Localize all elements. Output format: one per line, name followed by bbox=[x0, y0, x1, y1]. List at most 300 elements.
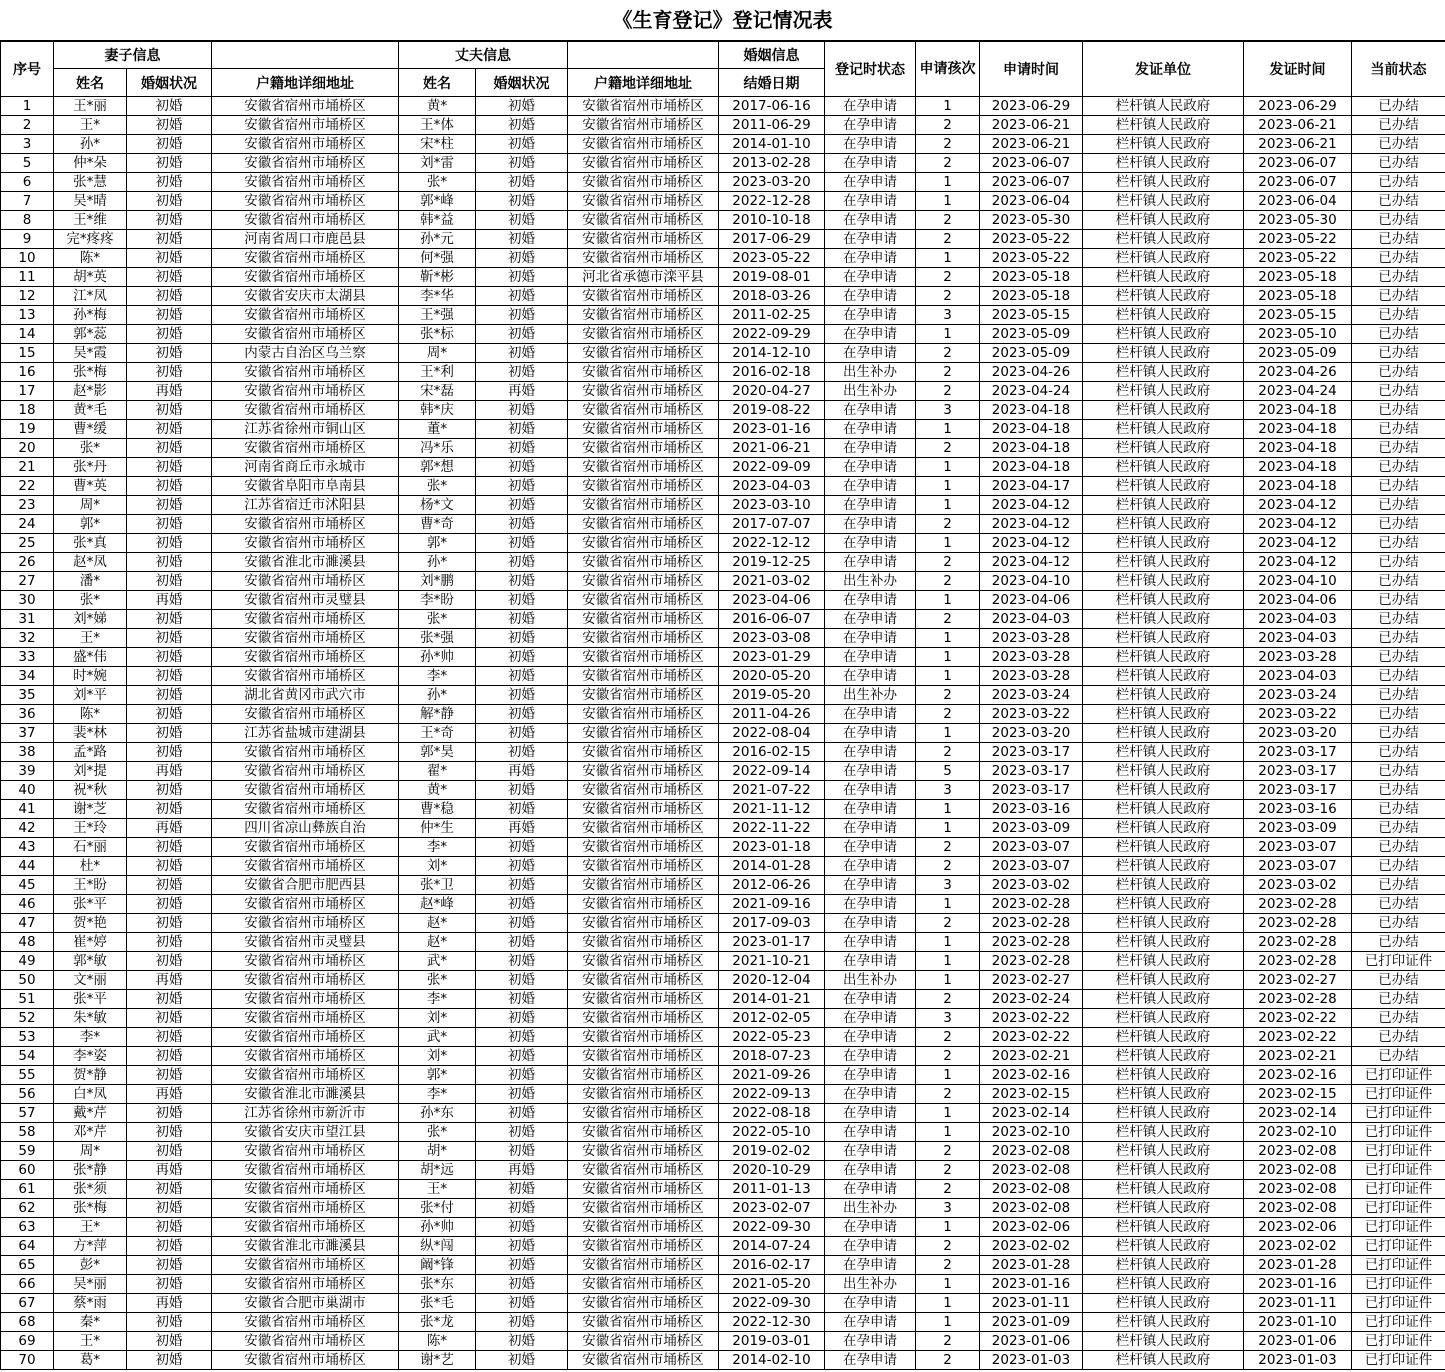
cell-wife-name: 江*凤 bbox=[54, 287, 127, 306]
table-row bbox=[1, 857, 1445, 876]
cell-husband-name: 张*龙 bbox=[399, 1313, 476, 1332]
cell-husband-name: 杨*文 bbox=[399, 496, 476, 515]
cell-index: 17 bbox=[1, 382, 54, 401]
cell-wife-marital-status: 初婚 bbox=[127, 933, 212, 952]
cell-apply-date: 2023-02-15 bbox=[980, 1085, 1083, 1104]
cell-reg-status: 在孕申请 bbox=[825, 648, 916, 667]
cell-issue-date: 2023-03-02 bbox=[1244, 876, 1352, 895]
cell-issuer: 栏杆镇人民政府 bbox=[1083, 287, 1244, 306]
cell-wife-address: 安徽省宿州市埇桥区 bbox=[212, 382, 399, 401]
cell-reg-status: 在孕申请 bbox=[825, 914, 916, 933]
cell-wife-marital-status: 初婚 bbox=[127, 401, 212, 420]
cell-child-order: 1 bbox=[916, 496, 980, 515]
cell-wife-name: 贺*艳 bbox=[54, 914, 127, 933]
cell-reg-status: 在孕申请 bbox=[825, 287, 916, 306]
cell-wife-address: 安徽省宿州市埇桥区 bbox=[212, 306, 399, 325]
cell-index: 40 bbox=[1, 781, 54, 800]
cell-husband-address: 安徽省宿州市埇桥区 bbox=[568, 743, 719, 762]
cell-reg-status: 出生补办 bbox=[825, 363, 916, 382]
cell-apply-date: 2023-05-18 bbox=[980, 268, 1083, 287]
cell-reg-status: 在孕申请 bbox=[825, 534, 916, 553]
header-child-order: 申请孩次 bbox=[916, 42, 980, 97]
cell-husband-marital-status: 初婚 bbox=[476, 116, 568, 135]
cell-current-status: 已办结 bbox=[1352, 477, 1445, 496]
cell-child-order: 2 bbox=[916, 1256, 980, 1275]
table-row bbox=[1, 648, 1445, 667]
cell-issue-date: 2023-02-15 bbox=[1244, 1085, 1352, 1104]
table-row bbox=[1, 876, 1445, 895]
cell-husband-address: 安徽省宿州市埇桥区 bbox=[568, 971, 719, 990]
cell-current-status: 已办结 bbox=[1352, 496, 1445, 515]
cell-wife-marital-status: 初婚 bbox=[127, 515, 212, 534]
table-row bbox=[1, 781, 1445, 800]
cell-wife-marital-status: 初婚 bbox=[127, 1009, 212, 1028]
cell-marriage-date: 2020-04-27 bbox=[719, 382, 825, 401]
cell-wife-marital-status: 初婚 bbox=[127, 629, 212, 648]
header-marriage-info: 婚姻信息 bbox=[719, 42, 825, 69]
cell-index: 38 bbox=[1, 743, 54, 762]
cell-reg-status: 在孕申请 bbox=[825, 477, 916, 496]
table-row bbox=[1, 667, 1445, 686]
table-row bbox=[1, 1104, 1445, 1123]
cell-marriage-date: 2022-08-18 bbox=[719, 1104, 825, 1123]
cell-husband-name: 张* bbox=[399, 477, 476, 496]
cell-marriage-date: 2011-02-25 bbox=[719, 306, 825, 325]
cell-wife-address: 安徽省宿州市埇桥区 bbox=[212, 914, 399, 933]
cell-marriage-date: 2022-09-30 bbox=[719, 1218, 825, 1237]
cell-child-order: 2 bbox=[916, 211, 980, 230]
cell-wife-address: 安徽省宿州市埇桥区 bbox=[212, 192, 399, 211]
cell-apply-date: 2023-01-11 bbox=[980, 1294, 1083, 1313]
cell-wife-address: 安徽省淮北市濉溪县 bbox=[212, 553, 399, 572]
cell-husband-marital-status: 初婚 bbox=[476, 1294, 568, 1313]
cell-husband-address: 安徽省宿州市埇桥区 bbox=[568, 287, 719, 306]
cell-husband-address: 安徽省宿州市埇桥区 bbox=[568, 1085, 719, 1104]
cell-wife-address: 安徽省合肥市巢湖市 bbox=[212, 1294, 399, 1313]
cell-apply-date: 2023-02-22 bbox=[980, 1009, 1083, 1028]
cell-issuer: 栏杆镇人民政府 bbox=[1083, 648, 1244, 667]
cell-marriage-date: 2016-02-17 bbox=[719, 1256, 825, 1275]
cell-issuer: 栏杆镇人民政府 bbox=[1083, 990, 1244, 1009]
cell-reg-status: 在孕申请 bbox=[825, 743, 916, 762]
cell-issuer: 栏杆镇人民政府 bbox=[1083, 439, 1244, 458]
cell-husband-address: 安徽省宿州市埇桥区 bbox=[568, 1047, 719, 1066]
cell-husband-name: 刘* bbox=[399, 1009, 476, 1028]
cell-wife-marital-status: 初婚 bbox=[127, 249, 212, 268]
cell-child-order: 2 bbox=[916, 382, 980, 401]
cell-issuer: 栏杆镇人民政府 bbox=[1083, 743, 1244, 762]
cell-wife-marital-status: 初婚 bbox=[127, 990, 212, 1009]
table-row bbox=[1, 1237, 1445, 1256]
table-row bbox=[1, 287, 1445, 306]
cell-wife-address: 安徽省阜阳市阜南县 bbox=[212, 477, 399, 496]
cell-husband-address: 安徽省宿州市埇桥区 bbox=[568, 420, 719, 439]
cell-child-order: 1 bbox=[916, 192, 980, 211]
cell-husband-name: 张*毛 bbox=[399, 1294, 476, 1313]
header-reg-status: 登记时状态 bbox=[825, 42, 916, 97]
cell-apply-date: 2023-04-12 bbox=[980, 496, 1083, 515]
cell-wife-name: 盛*伟 bbox=[54, 648, 127, 667]
table-row bbox=[1, 762, 1445, 781]
table-row bbox=[1, 1161, 1445, 1180]
cell-current-status: 已办结 bbox=[1352, 344, 1445, 363]
cell-issue-date: 2023-05-10 bbox=[1244, 325, 1352, 344]
cell-husband-name: 黄* bbox=[399, 781, 476, 800]
cell-husband-name: 刘* bbox=[399, 857, 476, 876]
cell-current-status: 已打印证件 bbox=[1352, 1180, 1445, 1199]
cell-wife-marital-status: 初婚 bbox=[127, 1123, 212, 1142]
cell-current-status: 已办结 bbox=[1352, 705, 1445, 724]
cell-index: 62 bbox=[1, 1199, 54, 1218]
header-apply-date: 申请时间 bbox=[980, 42, 1083, 97]
cell-husband-address: 安徽省宿州市埇桥区 bbox=[568, 952, 719, 971]
cell-wife-address: 安徽省宿州市埇桥区 bbox=[212, 515, 399, 534]
cell-current-status: 已打印证件 bbox=[1352, 952, 1445, 971]
cell-husband-name: 陈* bbox=[399, 1332, 476, 1351]
cell-husband-name: 孙* bbox=[399, 553, 476, 572]
cell-husband-address: 安徽省宿州市埇桥区 bbox=[568, 553, 719, 572]
cell-current-status: 已办结 bbox=[1352, 933, 1445, 952]
cell-index: 5 bbox=[1, 154, 54, 173]
cell-index: 18 bbox=[1, 401, 54, 420]
cell-issuer: 栏杆镇人民政府 bbox=[1083, 724, 1244, 743]
cell-marriage-date: 2021-06-21 bbox=[719, 439, 825, 458]
cell-issue-date: 2023-02-02 bbox=[1244, 1237, 1352, 1256]
cell-husband-marital-status: 初婚 bbox=[476, 135, 568, 154]
cell-wife-name: 吴*丽 bbox=[54, 1275, 127, 1294]
cell-wife-name: 张*平 bbox=[54, 990, 127, 1009]
cell-issuer: 栏杆镇人民政府 bbox=[1083, 496, 1244, 515]
cell-husband-address: 安徽省宿州市埇桥区 bbox=[568, 667, 719, 686]
cell-wife-marital-status: 再婚 bbox=[127, 819, 212, 838]
cell-husband-marital-status: 初婚 bbox=[476, 1180, 568, 1199]
cell-husband-address: 河北省承德市滦平县 bbox=[568, 268, 719, 287]
cell-wife-address: 安徽省宿州市埇桥区 bbox=[212, 1066, 399, 1085]
cell-husband-marital-status: 再婚 bbox=[476, 819, 568, 838]
cell-husband-marital-status: 初婚 bbox=[476, 325, 568, 344]
cell-husband-name: 孙* bbox=[399, 686, 476, 705]
header-husband-marital-status: 婚姻状况 bbox=[476, 69, 568, 97]
cell-apply-date: 2023-03-28 bbox=[980, 629, 1083, 648]
cell-wife-name: 赵*凤 bbox=[54, 553, 127, 572]
cell-index: 3 bbox=[1, 135, 54, 154]
cell-wife-address: 安徽省宿州市埇桥区 bbox=[212, 857, 399, 876]
cell-child-order: 2 bbox=[916, 1047, 980, 1066]
cell-husband-name: 韩*益 bbox=[399, 211, 476, 230]
cell-issue-date: 2023-01-11 bbox=[1244, 1294, 1352, 1313]
cell-index: 51 bbox=[1, 990, 54, 1009]
cell-marriage-date: 2011-04-26 bbox=[719, 705, 825, 724]
cell-apply-date: 2023-04-10 bbox=[980, 572, 1083, 591]
table-row bbox=[1, 1142, 1445, 1161]
table-row bbox=[1, 1028, 1445, 1047]
cell-issuer: 栏杆镇人民政府 bbox=[1083, 97, 1244, 116]
cell-index: 43 bbox=[1, 838, 54, 857]
cell-issuer: 栏杆镇人民政府 bbox=[1083, 249, 1244, 268]
cell-apply-date: 2023-04-18 bbox=[980, 439, 1083, 458]
cell-husband-name: 李* bbox=[399, 1085, 476, 1104]
cell-index: 42 bbox=[1, 819, 54, 838]
cell-wife-address: 安徽省宿州市埇桥区 bbox=[212, 1142, 399, 1161]
cell-current-status: 已办结 bbox=[1352, 287, 1445, 306]
cell-issue-date: 2023-03-16 bbox=[1244, 800, 1352, 819]
cell-issuer: 栏杆镇人民政府 bbox=[1083, 154, 1244, 173]
cell-husband-name: 孙*东 bbox=[399, 1104, 476, 1123]
cell-wife-name: 吴*晴 bbox=[54, 192, 127, 211]
cell-reg-status: 在孕申请 bbox=[825, 667, 916, 686]
cell-marriage-date: 2023-01-16 bbox=[719, 420, 825, 439]
cell-current-status: 已办结 bbox=[1352, 629, 1445, 648]
cell-reg-status: 在孕申请 bbox=[825, 1256, 916, 1275]
cell-index: 39 bbox=[1, 762, 54, 781]
cell-reg-status: 出生补办 bbox=[825, 1199, 916, 1218]
cell-current-status: 已办结 bbox=[1352, 211, 1445, 230]
cell-marriage-date: 2014-01-10 bbox=[719, 135, 825, 154]
cell-marriage-date: 2019-03-01 bbox=[719, 1332, 825, 1351]
cell-apply-date: 2023-06-07 bbox=[980, 173, 1083, 192]
cell-index: 45 bbox=[1, 876, 54, 895]
cell-husband-marital-status: 初婚 bbox=[476, 724, 568, 743]
cell-reg-status: 在孕申请 bbox=[825, 306, 916, 325]
cell-wife-name: 王*玲 bbox=[54, 819, 127, 838]
cell-wife-marital-status: 初婚 bbox=[127, 173, 212, 192]
cell-issuer: 栏杆镇人民政府 bbox=[1083, 306, 1244, 325]
cell-husband-address: 安徽省宿州市埇桥区 bbox=[568, 458, 719, 477]
cell-current-status: 已办结 bbox=[1352, 154, 1445, 173]
cell-reg-status: 在孕申请 bbox=[825, 230, 916, 249]
cell-husband-address: 安徽省宿州市埇桥区 bbox=[568, 1237, 719, 1256]
cell-wife-name: 裴*林 bbox=[54, 724, 127, 743]
cell-issuer: 栏杆镇人民政府 bbox=[1083, 610, 1244, 629]
cell-current-status: 已办结 bbox=[1352, 363, 1445, 382]
cell-wife-name: 王* bbox=[54, 629, 127, 648]
cell-issuer: 栏杆镇人民政府 bbox=[1083, 705, 1244, 724]
cell-reg-status: 在孕申请 bbox=[825, 1332, 916, 1351]
cell-husband-marital-status: 初婚 bbox=[476, 1104, 568, 1123]
cell-issue-date: 2023-04-18 bbox=[1244, 439, 1352, 458]
cell-husband-address: 安徽省宿州市埇桥区 bbox=[568, 1218, 719, 1237]
cell-wife-address: 安徽省宿州市埇桥区 bbox=[212, 97, 399, 116]
cell-wife-name: 朱*敏 bbox=[54, 1009, 127, 1028]
cell-current-status: 已办结 bbox=[1352, 192, 1445, 211]
cell-child-order: 3 bbox=[916, 306, 980, 325]
cell-wife-address: 安徽省宿州市埇桥区 bbox=[212, 1218, 399, 1237]
cell-wife-address: 安徽省宿州市埇桥区 bbox=[212, 268, 399, 287]
cell-issuer: 栏杆镇人民政府 bbox=[1083, 173, 1244, 192]
cell-reg-status: 在孕申请 bbox=[825, 268, 916, 287]
cell-child-order: 2 bbox=[916, 1028, 980, 1047]
cell-wife-address: 安徽省宿州市埇桥区 bbox=[212, 1313, 399, 1332]
cell-index: 22 bbox=[1, 477, 54, 496]
cell-wife-marital-status: 初婚 bbox=[127, 743, 212, 762]
cell-issue-date: 2023-02-10 bbox=[1244, 1123, 1352, 1142]
cell-husband-marital-status: 初婚 bbox=[476, 477, 568, 496]
cell-husband-address: 安徽省宿州市埇桥区 bbox=[568, 97, 719, 116]
cell-issue-date: 2023-02-28 bbox=[1244, 990, 1352, 1009]
cell-marriage-date: 2019-12-25 bbox=[719, 553, 825, 572]
cell-issuer: 栏杆镇人民政府 bbox=[1083, 1142, 1244, 1161]
cell-reg-status: 在孕申请 bbox=[825, 610, 916, 629]
cell-wife-name: 完*疼疼 bbox=[54, 230, 127, 249]
cell-husband-marital-status: 初婚 bbox=[476, 914, 568, 933]
cell-apply-date: 2023-06-21 bbox=[980, 116, 1083, 135]
cell-current-status: 已办结 bbox=[1352, 762, 1445, 781]
cell-issuer: 栏杆镇人民政府 bbox=[1083, 591, 1244, 610]
cell-apply-date: 2023-05-09 bbox=[980, 344, 1083, 363]
cell-issue-date: 2023-05-22 bbox=[1244, 249, 1352, 268]
cell-index: 41 bbox=[1, 800, 54, 819]
cell-wife-marital-status: 初婚 bbox=[127, 1332, 212, 1351]
cell-wife-address: 安徽省宿州市埇桥区 bbox=[212, 1047, 399, 1066]
cell-husband-address: 安徽省宿州市埇桥区 bbox=[568, 781, 719, 800]
cell-child-order: 1 bbox=[916, 724, 980, 743]
cell-wife-name: 赵*影 bbox=[54, 382, 127, 401]
cell-wife-address: 安徽省宿州市埇桥区 bbox=[212, 1009, 399, 1028]
cell-issue-date: 2023-02-22 bbox=[1244, 1009, 1352, 1028]
cell-marriage-date: 2022-12-30 bbox=[719, 1313, 825, 1332]
table-row bbox=[1, 1199, 1445, 1218]
cell-current-status: 已办结 bbox=[1352, 534, 1445, 553]
cell-wife-address: 安徽省宿州市埇桥区 bbox=[212, 116, 399, 135]
table-row bbox=[1, 1275, 1445, 1294]
cell-child-order: 5 bbox=[916, 762, 980, 781]
cell-wife-address: 安徽省宿州市埇桥区 bbox=[212, 249, 399, 268]
cell-issuer: 栏杆镇人民政府 bbox=[1083, 192, 1244, 211]
cell-wife-marital-status: 初婚 bbox=[127, 914, 212, 933]
cell-wife-marital-status: 初婚 bbox=[127, 1142, 212, 1161]
cell-current-status: 已打印证件 bbox=[1352, 1066, 1445, 1085]
cell-marriage-date: 2016-02-15 bbox=[719, 743, 825, 762]
cell-apply-date: 2023-02-28 bbox=[980, 895, 1083, 914]
cell-husband-address: 安徽省宿州市埇桥区 bbox=[568, 724, 719, 743]
cell-husband-marital-status: 初婚 bbox=[476, 420, 568, 439]
cell-index: 56 bbox=[1, 1085, 54, 1104]
cell-wife-name: 郭* bbox=[54, 515, 127, 534]
cell-issuer: 栏杆镇人民政府 bbox=[1083, 819, 1244, 838]
cell-issuer: 栏杆镇人民政府 bbox=[1083, 1104, 1244, 1123]
cell-wife-address: 安徽省宿州市埇桥区 bbox=[212, 325, 399, 344]
header-husband-name: 姓名 bbox=[399, 69, 476, 97]
cell-husband-marital-status: 初婚 bbox=[476, 876, 568, 895]
cell-child-order: 2 bbox=[916, 363, 980, 382]
cell-marriage-date: 2014-01-21 bbox=[719, 990, 825, 1009]
cell-reg-status: 在孕申请 bbox=[825, 249, 916, 268]
cell-husband-address: 安徽省宿州市埇桥区 bbox=[568, 610, 719, 629]
cell-marriage-date: 2023-04-06 bbox=[719, 591, 825, 610]
cell-issue-date: 2023-02-28 bbox=[1244, 895, 1352, 914]
cell-husband-address: 安徽省宿州市埇桥区 bbox=[568, 572, 719, 591]
cell-husband-marital-status: 初婚 bbox=[476, 1256, 568, 1275]
table-row bbox=[1, 401, 1445, 420]
cell-issuer: 栏杆镇人民政府 bbox=[1083, 268, 1244, 287]
cell-reg-status: 在孕申请 bbox=[825, 211, 916, 230]
cell-husband-marital-status: 初婚 bbox=[476, 211, 568, 230]
cell-wife-address: 安徽省宿州市埇桥区 bbox=[212, 743, 399, 762]
cell-marriage-date: 2020-05-20 bbox=[719, 667, 825, 686]
cell-apply-date: 2023-02-27 bbox=[980, 971, 1083, 990]
table-row bbox=[1, 116, 1445, 135]
cell-husband-marital-status: 初婚 bbox=[476, 610, 568, 629]
cell-wife-address: 安徽省合肥市肥西县 bbox=[212, 876, 399, 895]
cell-wife-name: 曹*缓 bbox=[54, 420, 127, 439]
cell-husband-address: 安徽省宿州市埇桥区 bbox=[568, 344, 719, 363]
table-row bbox=[1, 249, 1445, 268]
cell-marriage-date: 2022-05-23 bbox=[719, 1028, 825, 1047]
cell-husband-name: 李*盼 bbox=[399, 591, 476, 610]
cell-child-order: 2 bbox=[916, 1142, 980, 1161]
cell-current-status: 已打印证件 bbox=[1352, 1332, 1445, 1351]
cell-issuer: 栏杆镇人民政府 bbox=[1083, 230, 1244, 249]
cell-current-status: 已打印证件 bbox=[1352, 1142, 1445, 1161]
cell-marriage-date: 2021-03-02 bbox=[719, 572, 825, 591]
cell-index: 35 bbox=[1, 686, 54, 705]
cell-index: 68 bbox=[1, 1313, 54, 1332]
cell-child-order: 2 bbox=[916, 116, 980, 135]
cell-marriage-date: 2019-05-20 bbox=[719, 686, 825, 705]
cell-current-status: 已打印证件 bbox=[1352, 1123, 1445, 1142]
cell-wife-address: 湖北省黄冈市武穴市 bbox=[212, 686, 399, 705]
cell-child-order: 1 bbox=[916, 1218, 980, 1237]
cell-wife-marital-status: 初婚 bbox=[127, 838, 212, 857]
cell-issue-date: 2023-04-12 bbox=[1244, 496, 1352, 515]
cell-current-status: 已办结 bbox=[1352, 610, 1445, 629]
cell-apply-date: 2023-04-17 bbox=[980, 477, 1083, 496]
cell-issue-date: 2023-01-03 bbox=[1244, 1351, 1352, 1370]
cell-current-status: 已办结 bbox=[1352, 724, 1445, 743]
cell-child-order: 2 bbox=[916, 857, 980, 876]
cell-wife-address: 安徽省宿州市埇桥区 bbox=[212, 1332, 399, 1351]
cell-husband-address: 安徽省宿州市埇桥区 bbox=[568, 876, 719, 895]
cell-child-order: 1 bbox=[916, 800, 980, 819]
cell-issuer: 栏杆镇人民政府 bbox=[1083, 1351, 1244, 1370]
cell-reg-status: 在孕申请 bbox=[825, 1237, 916, 1256]
cell-index: 12 bbox=[1, 287, 54, 306]
cell-issuer: 栏杆镇人民政府 bbox=[1083, 800, 1244, 819]
cell-issuer: 栏杆镇人民政府 bbox=[1083, 686, 1244, 705]
cell-current-status: 已办结 bbox=[1352, 230, 1445, 249]
cell-marriage-date: 2023-03-08 bbox=[719, 629, 825, 648]
cell-current-status: 已办结 bbox=[1352, 382, 1445, 401]
table-row bbox=[1, 97, 1445, 116]
table-row bbox=[1, 325, 1445, 344]
cell-current-status: 已打印证件 bbox=[1352, 1237, 1445, 1256]
cell-husband-address: 安徽省宿州市埇桥区 bbox=[568, 1180, 719, 1199]
cell-wife-name: 王* bbox=[54, 116, 127, 135]
cell-wife-name: 胡*英 bbox=[54, 268, 127, 287]
cell-husband-marital-status: 初婚 bbox=[476, 686, 568, 705]
cell-issuer: 栏杆镇人民政府 bbox=[1083, 1294, 1244, 1313]
cell-reg-status: 在孕申请 bbox=[825, 420, 916, 439]
cell-apply-date: 2023-04-18 bbox=[980, 420, 1083, 439]
cell-child-order: 1 bbox=[916, 420, 980, 439]
cell-issuer: 栏杆镇人民政府 bbox=[1083, 211, 1244, 230]
cell-issuer: 栏杆镇人民政府 bbox=[1083, 857, 1244, 876]
cell-apply-date: 2023-06-07 bbox=[980, 154, 1083, 173]
cell-current-status: 已办结 bbox=[1352, 667, 1445, 686]
cell-child-order: 2 bbox=[916, 515, 980, 534]
cell-index: 70 bbox=[1, 1351, 54, 1370]
cell-index: 11 bbox=[1, 268, 54, 287]
cell-child-order: 2 bbox=[916, 1351, 980, 1370]
cell-issue-date: 2023-03-28 bbox=[1244, 648, 1352, 667]
cell-issuer: 栏杆镇人民政府 bbox=[1083, 914, 1244, 933]
table-row bbox=[1, 1332, 1445, 1351]
cell-reg-status: 在孕申请 bbox=[825, 1161, 916, 1180]
cell-husband-address: 安徽省宿州市埇桥区 bbox=[568, 325, 719, 344]
cell-husband-address: 安徽省宿州市埇桥区 bbox=[568, 363, 719, 382]
cell-apply-date: 2023-02-28 bbox=[980, 933, 1083, 952]
table-row bbox=[1, 268, 1445, 287]
